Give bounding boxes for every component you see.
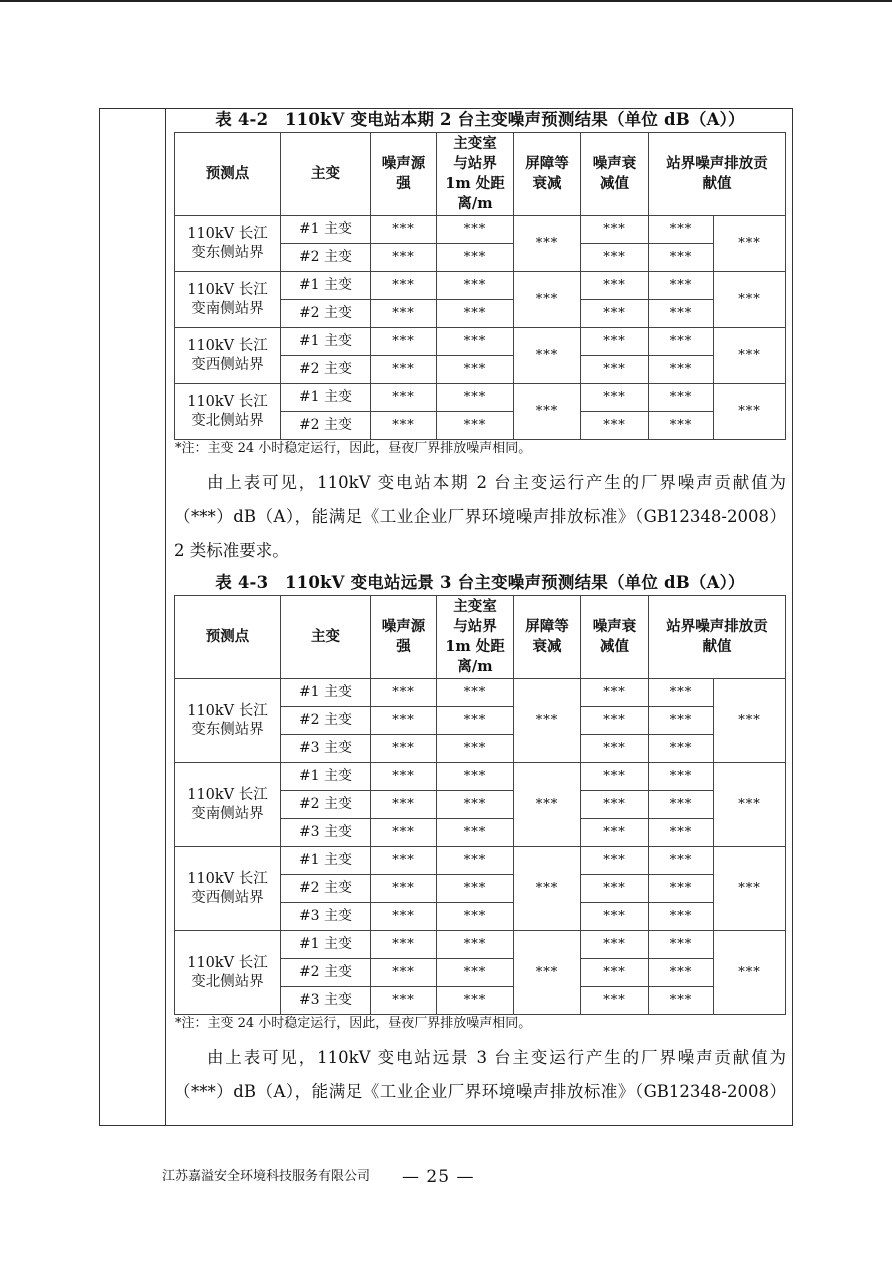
- transformer-cell: #2 主变: [281, 412, 371, 440]
- noise-attenuation-cell: ***: [581, 384, 649, 412]
- table-row: [175, 679, 786, 707]
- transformer-cell: #2 主变: [281, 707, 371, 735]
- distance-cell: ***: [437, 328, 514, 356]
- distance-cell: ***: [437, 244, 514, 272]
- barrier-attenuation-cell: ***: [514, 272, 581, 328]
- distance-cell: ***: [437, 987, 514, 1015]
- table-4-2-note: *注：主变 24 小时稳定运行，因此，昼夜厂界排放噪声相同。: [175, 441, 532, 456]
- noise-attenuation-cell: ***: [581, 847, 649, 875]
- transformer-cell: #2 主变: [281, 300, 371, 328]
- distance-cell: ***: [437, 300, 514, 328]
- location-cell: 110kV 长江 变南侧站界: [175, 272, 281, 328]
- location-cell: 110kV 长江 变东侧站界: [175, 216, 281, 272]
- location-cell: 110kV 长江 变北侧站界: [175, 384, 281, 440]
- barrier-attenuation-cell: ***: [514, 216, 581, 272]
- transformer-cell: #1 主变: [281, 272, 371, 300]
- total-contribution-cell: ***: [714, 216, 786, 272]
- distance-cell: ***: [437, 847, 514, 875]
- transformer-cell: #3 主变: [281, 987, 371, 1015]
- source-strength-cell: ***: [371, 847, 437, 875]
- source-strength-cell: ***: [371, 959, 437, 987]
- header-cell: 预测点: [175, 133, 281, 216]
- noise-attenuation-cell: ***: [581, 412, 649, 440]
- table-4-2-caption: 表 4-2 110kV 变电站本期 2 台主变噪声预测结果（单位 dB（A））: [215, 110, 745, 129]
- source-strength-cell: ***: [371, 903, 437, 931]
- noise-attenuation-cell: ***: [581, 987, 649, 1015]
- noise-attenuation-cell: ***: [581, 735, 649, 763]
- contribution-cell: ***: [649, 384, 714, 412]
- source-strength-cell: ***: [371, 875, 437, 903]
- noise-attenuation-cell: ***: [581, 931, 649, 959]
- header-cell: 站界噪声排放贡 献值: [649, 133, 786, 216]
- contribution-cell: ***: [649, 931, 714, 959]
- contribution-cell: ***: [649, 679, 714, 707]
- barrier-attenuation-cell: ***: [514, 763, 581, 847]
- contribution-cell: ***: [649, 244, 714, 272]
- table-row: [175, 328, 786, 356]
- contribution-cell: ***: [649, 903, 714, 931]
- source-strength-cell: ***: [371, 412, 437, 440]
- header-cell: 屏障等 衰减: [514, 133, 581, 216]
- distance-cell: ***: [437, 819, 514, 847]
- noise-attenuation-cell: ***: [581, 819, 649, 847]
- contribution-cell: ***: [649, 847, 714, 875]
- noise-attenuation-cell: ***: [581, 959, 649, 987]
- distance-cell: ***: [437, 931, 514, 959]
- source-strength-cell: ***: [371, 679, 437, 707]
- distance-cell: ***: [437, 707, 514, 735]
- header-cell: 噪声源 强: [371, 596, 437, 679]
- transformer-cell: #1 主变: [281, 679, 371, 707]
- contribution-cell: ***: [649, 300, 714, 328]
- noise-attenuation-cell: ***: [581, 272, 649, 300]
- source-strength-cell: ***: [371, 763, 437, 791]
- total-contribution-cell: ***: [714, 679, 786, 763]
- contribution-cell: ***: [649, 875, 714, 903]
- table-row: [175, 216, 786, 244]
- distance-cell: ***: [437, 735, 514, 763]
- paragraph-2-line-1: 由上表可见，110kV 变电站远景 3 台主变运行产生的厂界噪声贡献值为: [207, 1048, 786, 1067]
- noise-attenuation-cell: ***: [581, 356, 649, 384]
- noise-attenuation-cell: ***: [581, 216, 649, 244]
- header-cell: 噪声源 强: [371, 133, 437, 216]
- table-row: [175, 847, 786, 875]
- table-4-3-note: *注：主变 24 小时稳定运行，因此，昼夜厂界排放噪声相同。: [175, 1016, 532, 1031]
- header-cell: 主变室 与站界 1m 处距 离/m: [437, 596, 514, 679]
- noise-attenuation-cell: ***: [581, 244, 649, 272]
- noise-attenuation-cell: ***: [581, 707, 649, 735]
- location-cell: 110kV 长江 变东侧站界: [175, 679, 281, 763]
- source-strength-cell: ***: [371, 244, 437, 272]
- distance-cell: ***: [437, 679, 514, 707]
- source-strength-cell: ***: [371, 987, 437, 1015]
- footer-company-name: 江苏嘉溢安全环境科技服务有限公司: [162, 1169, 371, 1184]
- page-content: [174, 108, 786, 1109]
- source-strength-cell: ***: [371, 931, 437, 959]
- transformer-cell: #2 主变: [281, 959, 371, 987]
- header-cell: 噪声衰 减值: [581, 596, 649, 679]
- distance-cell: ***: [437, 356, 514, 384]
- barrier-attenuation-cell: ***: [514, 679, 581, 763]
- barrier-attenuation-cell: ***: [514, 384, 581, 440]
- total-contribution-cell: ***: [714, 328, 786, 384]
- noise-attenuation-cell: ***: [581, 328, 649, 356]
- total-contribution-cell: ***: [714, 272, 786, 328]
- barrier-attenuation-cell: ***: [514, 328, 581, 384]
- paragraph-2-line-2: （***）dB（A），能满足《工业企业厂界环境噪声排放标准》（GB12348-2008）: [174, 1082, 786, 1101]
- total-contribution-cell: ***: [714, 763, 786, 847]
- distance-cell: ***: [437, 959, 514, 987]
- source-strength-cell: ***: [371, 300, 437, 328]
- noise-attenuation-cell: ***: [581, 300, 649, 328]
- transformer-cell: #1 主变: [281, 763, 371, 791]
- contribution-cell: ***: [649, 819, 714, 847]
- contribution-cell: ***: [649, 272, 714, 300]
- source-strength-cell: ***: [371, 272, 437, 300]
- source-strength-cell: ***: [371, 819, 437, 847]
- barrier-attenuation-cell: ***: [514, 847, 581, 931]
- distance-cell: ***: [437, 412, 514, 440]
- contribution-cell: ***: [649, 412, 714, 440]
- table-row: [175, 272, 786, 300]
- noise-attenuation-cell: ***: [581, 679, 649, 707]
- barrier-attenuation-cell: ***: [514, 931, 581, 1015]
- location-cell: 110kV 长江 变南侧站界: [175, 763, 281, 847]
- header-cell: 站界噪声排放贡 献值: [649, 596, 786, 679]
- distance-cell: ***: [437, 272, 514, 300]
- header-cell: 主变室 与站界 1m 处距 离/m: [437, 133, 514, 216]
- transformer-cell: #3 主变: [281, 903, 371, 931]
- noise-attenuation-cell: ***: [581, 791, 649, 819]
- table-header-row: [175, 133, 786, 216]
- table-row: [175, 931, 786, 959]
- transformer-cell: #2 主变: [281, 244, 371, 272]
- header-cell: 主变: [281, 133, 371, 216]
- location-cell: 110kV 长江 变西侧站界: [175, 328, 281, 384]
- contribution-cell: ***: [649, 328, 714, 356]
- header-cell: 噪声衰 减值: [581, 133, 649, 216]
- transformer-cell: #1 主变: [281, 328, 371, 356]
- contribution-cell: ***: [649, 707, 714, 735]
- location-cell: 110kV 长江 变西侧站界: [175, 847, 281, 931]
- transformer-cell: #2 主变: [281, 791, 371, 819]
- transformer-cell: #1 主变: [281, 847, 371, 875]
- table-header-row: [175, 596, 786, 679]
- page-number: — 25 —: [402, 1167, 475, 1187]
- distance-cell: ***: [437, 875, 514, 903]
- table-row: [175, 384, 786, 412]
- transformer-cell: #1 主变: [281, 216, 371, 244]
- contribution-cell: ***: [649, 356, 714, 384]
- contribution-cell: ***: [649, 216, 714, 244]
- source-strength-cell: ***: [371, 384, 437, 412]
- transformer-cell: #3 主变: [281, 735, 371, 763]
- transformer-cell: #1 主变: [281, 931, 371, 959]
- total-contribution-cell: ***: [714, 931, 786, 1015]
- source-strength-cell: ***: [371, 707, 437, 735]
- source-strength-cell: ***: [371, 356, 437, 384]
- source-strength-cell: ***: [371, 328, 437, 356]
- contribution-cell: ***: [649, 987, 714, 1015]
- top-border-line: [0, 0, 892, 2]
- frame-column-divider: [165, 108, 166, 1126]
- table-row: [175, 763, 786, 791]
- noise-attenuation-cell: ***: [581, 903, 649, 931]
- distance-cell: ***: [437, 216, 514, 244]
- transformer-cell: #3 主变: [281, 819, 371, 847]
- transformer-cell: #2 主变: [281, 356, 371, 384]
- noise-attenuation-cell: ***: [581, 875, 649, 903]
- table-4-3-caption: 表 4-3 110kV 变电站远景 3 台主变噪声预测结果（单位 dB（A））: [215, 573, 745, 592]
- contribution-cell: ***: [649, 735, 714, 763]
- contribution-cell: ***: [649, 959, 714, 987]
- source-strength-cell: ***: [371, 216, 437, 244]
- contribution-cell: ***: [649, 791, 714, 819]
- distance-cell: ***: [437, 791, 514, 819]
- source-strength-cell: ***: [371, 791, 437, 819]
- table-4-2: [174, 132, 786, 440]
- distance-cell: ***: [437, 384, 514, 412]
- transformer-cell: #1 主变: [281, 384, 371, 412]
- paragraph-1-line-1: 由上表可见，110kV 变电站本期 2 台主变运行产生的厂界噪声贡献值为: [207, 473, 786, 492]
- paragraph-1-line-2: （***）dB（A），能满足《工业企业厂界环境噪声排放标准》（GB12348-2008）: [174, 507, 786, 526]
- distance-cell: ***: [437, 763, 514, 791]
- source-strength-cell: ***: [371, 735, 437, 763]
- header-cell: 主变: [281, 596, 371, 679]
- header-cell: 预测点: [175, 596, 281, 679]
- transformer-cell: #2 主变: [281, 875, 371, 903]
- table-4-3: [174, 595, 786, 1015]
- header-cell: 屏障等 衰减: [514, 596, 581, 679]
- distance-cell: ***: [437, 903, 514, 931]
- total-contribution-cell: ***: [714, 384, 786, 440]
- noise-attenuation-cell: ***: [581, 763, 649, 791]
- paragraph-1-line-3: 2 类标准要求。: [174, 541, 289, 560]
- total-contribution-cell: ***: [714, 847, 786, 931]
- contribution-cell: ***: [649, 763, 714, 791]
- page-footer: [162, 1165, 722, 1189]
- location-cell: 110kV 长江 变北侧站界: [175, 931, 281, 1015]
